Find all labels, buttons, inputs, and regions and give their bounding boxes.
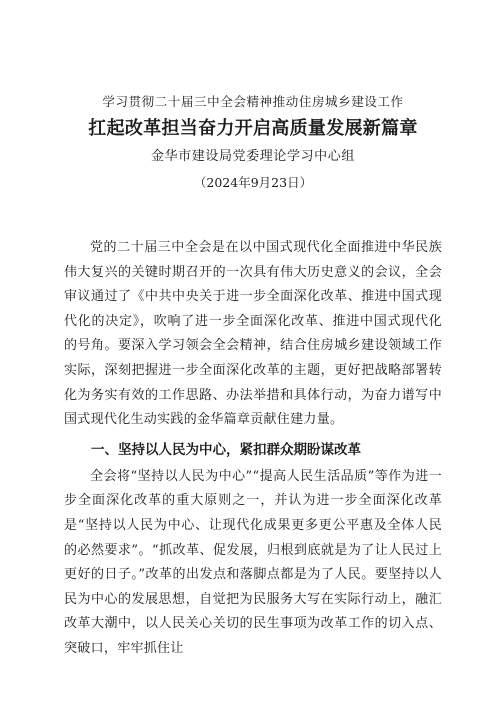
section-paragraph: 全会将“坚持以人民为中心”“提高人民生活品质”等作为进一步全面深化改革的重大原则之一，并认为进一步全面深化改革是“坚持以人民为中心、让现代化成果更多更公平惠及全体人民的必然要求”。“抓改革、促发展，归根到底就是为了让人民过上更好的日子。”改革的出发点和落脚点都是为了人民。要坚持以人民为中心的发展思想，自觉把为民服务大写在实际行动上，融汇改革大潮中，以人民关心关切的民生事项为改革工作的切入点、突破口，牢牢抓住让 [64,468,442,656]
document-title: 扛起改革担当奋力开启高质量发展新篇章 [88,118,418,139]
intro-paragraph: 党的二十届三中全会是在以中国式现代化全面推进中华民族伟大复兴的关键时期召开的一次具有伟大历史意义的会议，全会审议通过了《中共中央关于进一步全面深化改革、推进中国式现代化的决定》，吹响了进一步全面深化改革、推进中国式现代化的号角。要深入学习领会全会精神，结合住房城乡建设领域工作实际，深刻把握进一步全面深化改革的主题，更好把战略部署转化为务实有效的工作思路、办法举措和具体行动，为奋力谱写中国式现代化生动实践的金华篇章贡献住建力量。 [64,240,442,428]
document-kicker: 学习贯彻二十届三中全会精神推动住房城乡建设工作 [102,94,404,109]
section-heading: 一、坚持以人民为中心，紧扣群众期盼谋改革 [91,441,361,458]
document-date: （2024年9月23日） [193,175,313,190]
document-author: 金华市建设局党委理论学习中心组 [150,149,355,164]
